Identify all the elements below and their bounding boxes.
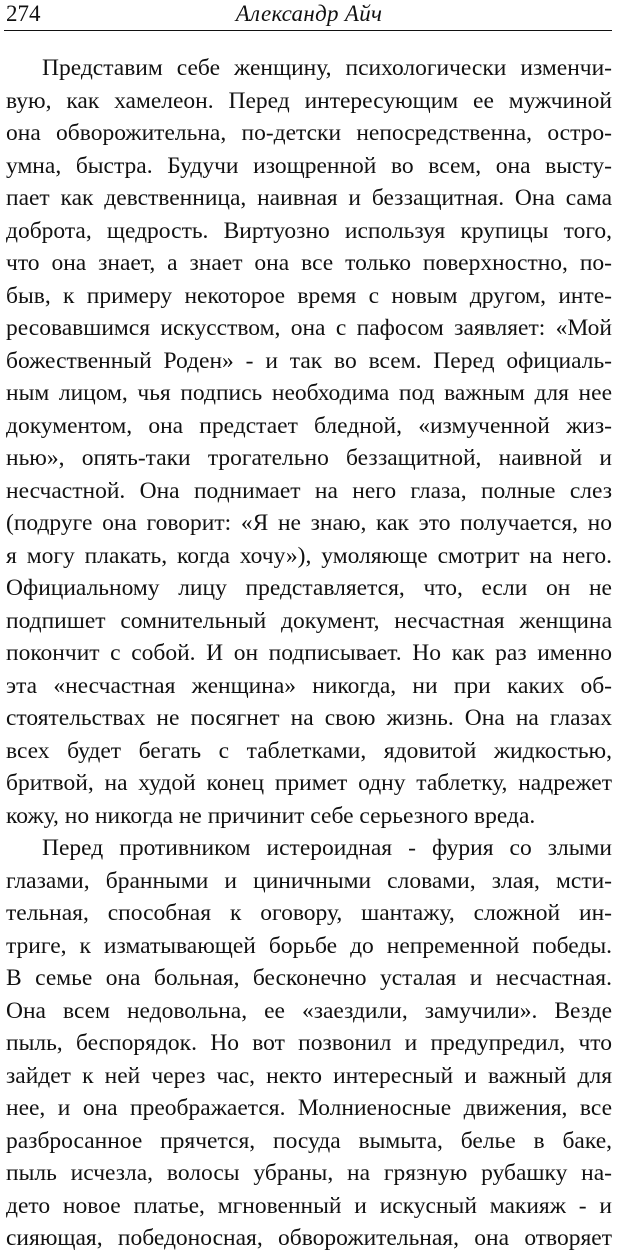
paragraph [6, 52, 612, 832]
page-header [6, 0, 612, 30]
header-rule [4, 30, 612, 31]
text-line: (подруге она говорит: «Я не знаю, как это получается, но [6, 510, 612, 536]
text-line: она обворожительна, по-детски непосредственна, остро- [6, 120, 612, 146]
text-line: разбросанное прячется, посуда вымыта, белье в баке, [6, 1127, 612, 1154]
text-line: что она знает, а знает она все только поверхностно, по- [6, 250, 612, 276]
text-line: глазами, бранными и циничными словами, злая, мсти- [6, 867, 612, 894]
text-line: пает как девственница, наивная и беззащитная. Она сама [6, 185, 612, 211]
text-line: умна, быстра. Будучи изощренной во всем, она высту- [6, 152, 612, 179]
text-line: кожу, но никогда не причинит себе серьезного вреда. [6, 802, 536, 829]
text-line: ресовавшимся искусством, она с пафосом заявляет: «Мой [6, 315, 612, 341]
text-line: подпишет сомнительный документ, несчастная женщина [6, 607, 612, 634]
text-line: несчастной. Она поднимает на него глаза, полные слез [6, 477, 612, 504]
text-line: Она всем недовольна, ее «заездили, замучили». Везде [6, 997, 612, 1024]
page-number: 274 [6, 1, 41, 26]
text-line: вую, как хамелеон. Перед интересующим ее мужчиной [6, 87, 612, 114]
text-line: бритвой, на худой конец примет одну таблетку, надрежет [6, 770, 612, 796]
text-line: зайдет к ней через час, некто интересный и важный для [6, 1062, 612, 1089]
text-line: В семье она больная, бесконечно усталая и несчастная. [6, 965, 612, 991]
running-title: Александр Айч [235, 1, 383, 26]
text-line: нью», опять-таки трогательно беззащитной, наивной и [6, 445, 612, 471]
text-line: документом, она предстает бледной, «измученной жиз- [6, 412, 612, 439]
text-line: дето новое платье, мгновенный и искусный макияж - и [6, 1192, 612, 1219]
text-line: доброта, щедрость. Виртуозно используя крупицы того, [6, 217, 612, 244]
body-text [6, 52, 612, 1255]
text-line: быв, к примеру некоторое время с новым другом, инте- [6, 282, 612, 309]
text-line: триге, к изматывающей борьбе до непременной победы. [6, 932, 612, 959]
text-line: божественный Роден» - и так во всем. Перед официаль- [6, 347, 612, 374]
text-line: я могу плакать, когда хочу»), умоляюще смотрит на него. [6, 542, 612, 569]
text-line: Официальному лицу представляется, что, если он не [6, 575, 612, 601]
text-line: всех будет бегать с таблетками, ядовитой жидкостью, [6, 737, 612, 764]
paragraph [6, 832, 612, 1255]
text-line: нее, и она преображается. Молниеносные движения, все [6, 1095, 612, 1121]
text-line: тельная, способная к оговору, шантажу, сложной ин- [6, 900, 612, 926]
text-line: пыль, беспорядок. Но вот позвонил и предупредил, что [6, 1030, 612, 1056]
text-line: Перед противником истероидная - фурия со злыми [42, 835, 612, 861]
text-line: Представим себе женщину, психологически изменчи- [42, 55, 612, 81]
text-line: ным лицом, чья подпись необходима под важным для нее [6, 380, 612, 406]
text-line: эта «несчастная женщина» никогда, ни при каких об- [6, 672, 612, 699]
text-line: стоятельствах не посягнет на свою жизнь. Она на глазах [6, 705, 612, 731]
text-line: пыль исчезла, волосы убраны, на грязную рубашку на- [6, 1160, 612, 1186]
text-line: сияющая, победоносная, обворожительная, она отворяет [6, 1225, 612, 1251]
text-line: покончит с собой. И он подписывает. Но как раз именно [6, 640, 612, 666]
